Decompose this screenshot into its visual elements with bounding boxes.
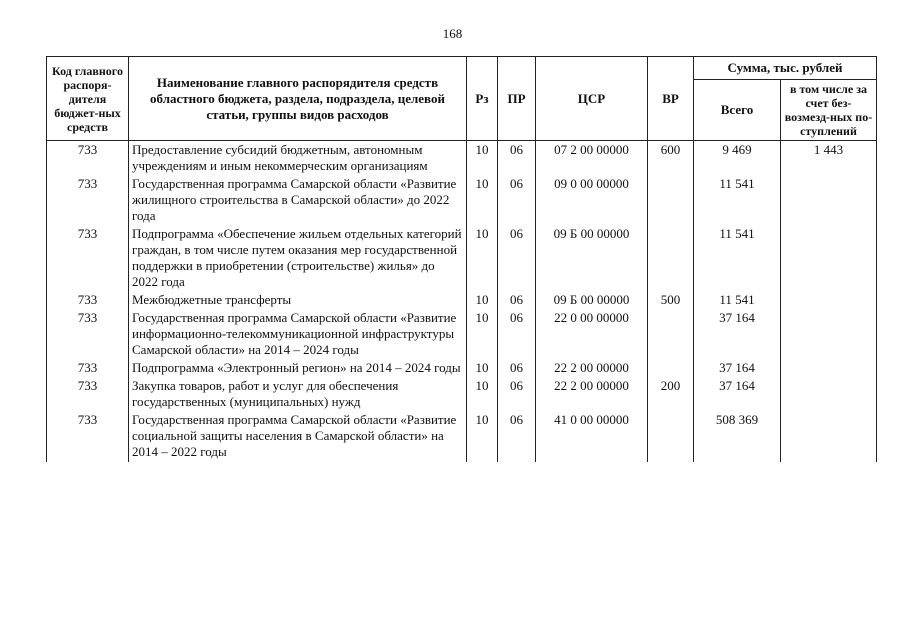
- cell-rz: 10: [467, 310, 498, 360]
- cell-csr: 09 Б 00 00000: [536, 226, 648, 292]
- cell-name: Межбюджетные трансферты: [129, 292, 467, 310]
- cell-rz: 10: [467, 360, 498, 378]
- cell-name: Государственная программа Самарской области «Развитие жилищного строительства в Самарской области» до 2022 года: [129, 176, 467, 226]
- header-sum-group: Сумма, тыс. рублей: [694, 57, 877, 80]
- cell-code: 733: [47, 141, 129, 177]
- cell-code: 733: [47, 226, 129, 292]
- table-row: [47, 360, 877, 378]
- cell-total: 11 541: [694, 292, 781, 310]
- cell-csr: 09 0 00 00000: [536, 176, 648, 226]
- cell-total: 9 469: [694, 141, 781, 177]
- cell-name: Предоставление субсидий бюджетным, автономным учреждениям и иным некоммерческим организациям: [129, 141, 467, 177]
- cell-rz: 10: [467, 141, 498, 177]
- header-vr: ВР: [648, 57, 694, 141]
- cell-code: 733: [47, 360, 129, 378]
- cell-code: 733: [47, 378, 129, 412]
- cell-pr: 06: [498, 292, 536, 310]
- cell-rz: 10: [467, 378, 498, 412]
- cell-vr: 500: [648, 292, 694, 310]
- table-row: [47, 310, 877, 360]
- header-sum-total: Всего: [694, 80, 781, 141]
- cell-extra: [781, 412, 877, 462]
- cell-pr: 06: [498, 176, 536, 226]
- table-row: [47, 378, 877, 412]
- cell-vr: [648, 412, 694, 462]
- cell-total: 11 541: [694, 176, 781, 226]
- table-row: [47, 176, 877, 226]
- cell-extra: [781, 360, 877, 378]
- table-body: [47, 141, 877, 463]
- header-name: Наименование главного распорядителя средств областного бюджета, раздела, подраздела, целевой статьи, группы видов расходов: [129, 57, 467, 141]
- cell-total: 37 164: [694, 310, 781, 360]
- cell-csr: 22 2 00 00000: [536, 360, 648, 378]
- cell-csr: 22 0 00 00000: [536, 310, 648, 360]
- cell-extra: [781, 310, 877, 360]
- cell-csr: 07 2 00 00000: [536, 141, 648, 177]
- table-row: [47, 412, 877, 462]
- cell-rz: 10: [467, 292, 498, 310]
- cell-extra: [781, 378, 877, 412]
- cell-vr: 200: [648, 378, 694, 412]
- cell-pr: 06: [498, 226, 536, 292]
- cell-name: Государственная программа Самарской области «Развитие социальной защиты населения в Самарской области» на 2014 – 2022 годы: [129, 412, 467, 462]
- table-row: [47, 141, 877, 177]
- header-csr: ЦСР: [536, 57, 648, 141]
- cell-vr: [648, 226, 694, 292]
- cell-pr: 06: [498, 412, 536, 462]
- cell-code: 733: [47, 292, 129, 310]
- cell-extra: [781, 292, 877, 310]
- cell-name: Государственная программа Самарской области «Развитие информационно-телекоммуникационной инфраструктуры Самарской области» на 2014 – 2024 годы: [129, 310, 467, 360]
- cell-rz: 10: [467, 226, 498, 292]
- cell-name: Подпрограмма «Обеспечение жильем отдельных категорий граждан, в том числе путем оказания мер государственной поддержки в приобретении (строительстве) жилья» до 2022 года: [129, 226, 467, 292]
- cell-pr: 06: [498, 310, 536, 360]
- page-number: 168: [442, 26, 463, 41]
- cell-csr: 09 Б 00 00000: [536, 292, 648, 310]
- cell-pr: 06: [498, 360, 536, 378]
- header-pr: ПР: [498, 57, 536, 141]
- table-row: [47, 292, 877, 310]
- cell-pr: 06: [498, 141, 536, 177]
- header-code: Код главного распоря-дителя бюджет-ных средств: [47, 57, 129, 141]
- header-rz: Рз: [467, 57, 498, 141]
- table-header: [47, 57, 877, 141]
- cell-vr: [648, 310, 694, 360]
- cell-rz: 10: [467, 412, 498, 462]
- cell-extra: 1 443: [781, 141, 877, 177]
- cell-rz: 10: [467, 176, 498, 226]
- cell-name: Закупка товаров, работ и услуг для обеспечения государственных (муниципальных) нужд: [129, 378, 467, 412]
- cell-vr: [648, 360, 694, 378]
- cell-name: Подпрограмма «Электронный регион» на 2014 – 2024 годы: [129, 360, 467, 378]
- cell-csr: 22 2 00 00000: [536, 378, 648, 412]
- cell-code: 733: [47, 412, 129, 462]
- cell-total: 37 164: [694, 378, 781, 412]
- header-sum-extra: в том числе за счет без-возмезд-ных по-ступлений: [781, 80, 877, 141]
- cell-csr: 41 0 00 00000: [536, 412, 648, 462]
- cell-extra: [781, 226, 877, 292]
- cell-pr: 06: [498, 378, 536, 412]
- cell-vr: 600: [648, 141, 694, 177]
- cell-total: 508 369: [694, 412, 781, 462]
- cell-extra: [781, 176, 877, 226]
- cell-code: 733: [47, 176, 129, 226]
- cell-total: 11 541: [694, 226, 781, 292]
- cell-vr: [648, 176, 694, 226]
- cell-code: 733: [47, 310, 129, 360]
- cell-total: 37 164: [694, 360, 781, 378]
- budget-table: [46, 56, 877, 462]
- table-row: [47, 226, 877, 292]
